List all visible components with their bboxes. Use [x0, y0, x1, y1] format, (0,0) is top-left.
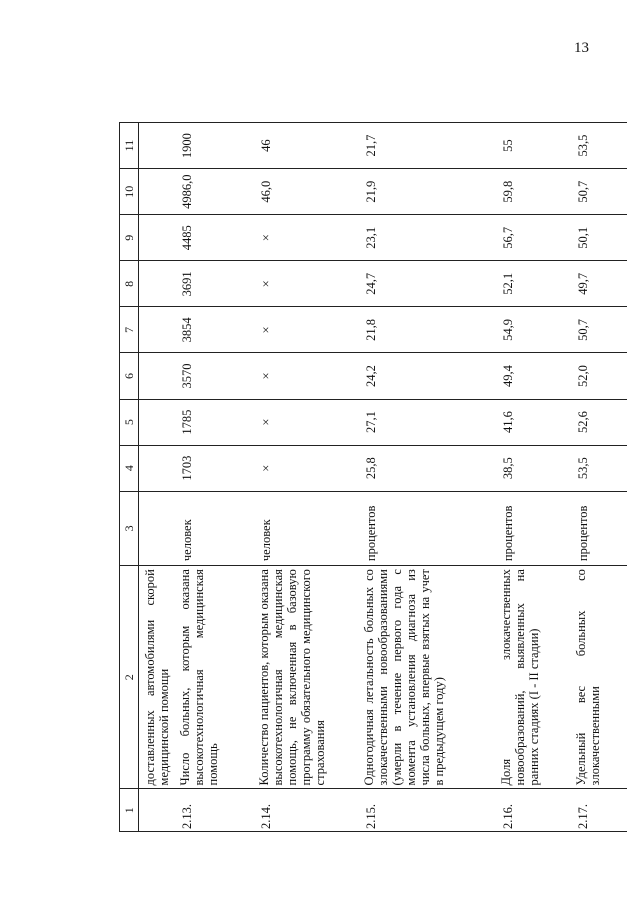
row-value: 3570 [174, 353, 253, 399]
row-value: 23,1 [358, 215, 495, 261]
rotated-table-container [119, 122, 609, 832]
row-value: × [253, 307, 358, 353]
row-description: Доля злокачественных новообразований, выявленных на ранних стадиях (I - II стадии) [495, 566, 570, 789]
row-unit: процентов [358, 491, 495, 565]
row-unit: человек [253, 491, 358, 565]
header-cell: 2 [120, 566, 139, 789]
row-value: × [253, 445, 358, 491]
row-value: 50,7 [570, 307, 627, 353]
row-value: 59,8 [495, 169, 570, 215]
row-value: 49,7 [570, 261, 627, 307]
row-description: Удельный вес больных со злокачественными [570, 566, 627, 789]
row-description: Количество пациентов, которым оказана высокотехнологичная медицинская помощь, не включенная в базовую программу обязательного медицинского страхования [253, 566, 358, 789]
row-description: Число больных, которым оказана высокотехнологичная медицинская помощь [174, 566, 253, 789]
row-value: 3691 [174, 261, 253, 307]
row-value: × [253, 399, 358, 445]
table-row [570, 123, 627, 832]
row-value: 1900 [174, 123, 253, 169]
row-value: 50,1 [570, 215, 627, 261]
row-unit: процентов [570, 491, 627, 565]
row-value: 21,7 [358, 123, 495, 169]
indicators-table [119, 122, 627, 832]
header-cell: 6 [120, 353, 139, 399]
row-value: 52,0 [570, 353, 627, 399]
header-cell: 9 [120, 215, 139, 261]
row-value: 46,0 [253, 169, 358, 215]
row-value: 4485 [174, 215, 253, 261]
table-row [495, 123, 570, 832]
row-value: × [253, 353, 358, 399]
row-unit: процентов [495, 491, 570, 565]
row-value: 46 [253, 123, 358, 169]
row-value: 4986,0 [174, 169, 253, 215]
row-value: 21,9 [358, 169, 495, 215]
row-index: 2.15. [358, 789, 495, 832]
row-value: 25,8 [358, 445, 495, 491]
row-value: 52,6 [570, 399, 627, 445]
row-unit: человек [174, 491, 253, 565]
page-number: 13 [574, 40, 589, 56]
header-cell: 7 [120, 307, 139, 353]
header-cell: 11 [120, 123, 139, 169]
continuation-text: доставленных автомобилями скорой медицинской помощи [139, 566, 175, 789]
row-value: 56,7 [495, 215, 570, 261]
table-row-continuation [139, 123, 175, 832]
row-value: 1785 [174, 399, 253, 445]
header-cell: 10 [120, 169, 139, 215]
row-index: 2.13. [174, 789, 253, 832]
row-index: 2.14. [253, 789, 358, 832]
row-value: 52,1 [495, 261, 570, 307]
row-value: 50,7 [570, 169, 627, 215]
row-value: 38,5 [495, 445, 570, 491]
header-cell: 4 [120, 445, 139, 491]
header-cell: 1 [120, 789, 139, 832]
row-value: 24,7 [358, 261, 495, 307]
row-value: 53,5 [570, 123, 627, 169]
header-cell: 8 [120, 261, 139, 307]
row-value: × [253, 261, 358, 307]
table-header-row [120, 123, 139, 832]
row-value: 1703 [174, 445, 253, 491]
row-value: 24,2 [358, 353, 495, 399]
row-value: 3854 [174, 307, 253, 353]
row-index: 2.17. [570, 789, 627, 832]
table-row [358, 123, 495, 832]
row-value: 54,9 [495, 307, 570, 353]
header-cell: 5 [120, 399, 139, 445]
row-index: 2.16. [495, 789, 570, 832]
row-value: 27,1 [358, 399, 495, 445]
row-value: 55 [495, 123, 570, 169]
row-value: 41,6 [495, 399, 570, 445]
header-cell: 3 [120, 491, 139, 565]
row-value: 49,4 [495, 353, 570, 399]
row-description: Одногодичная летальность больных со злокачественными новообразованиями (умерли в течение первого года с момента установления диагноза из числа больных, впервые взятых на учет в предыдущем году) [358, 566, 495, 789]
table-row [253, 123, 358, 832]
row-value: × [253, 215, 358, 261]
row-value: 53,5 [570, 445, 627, 491]
table-row [174, 123, 253, 832]
row-value: 21,8 [358, 307, 495, 353]
